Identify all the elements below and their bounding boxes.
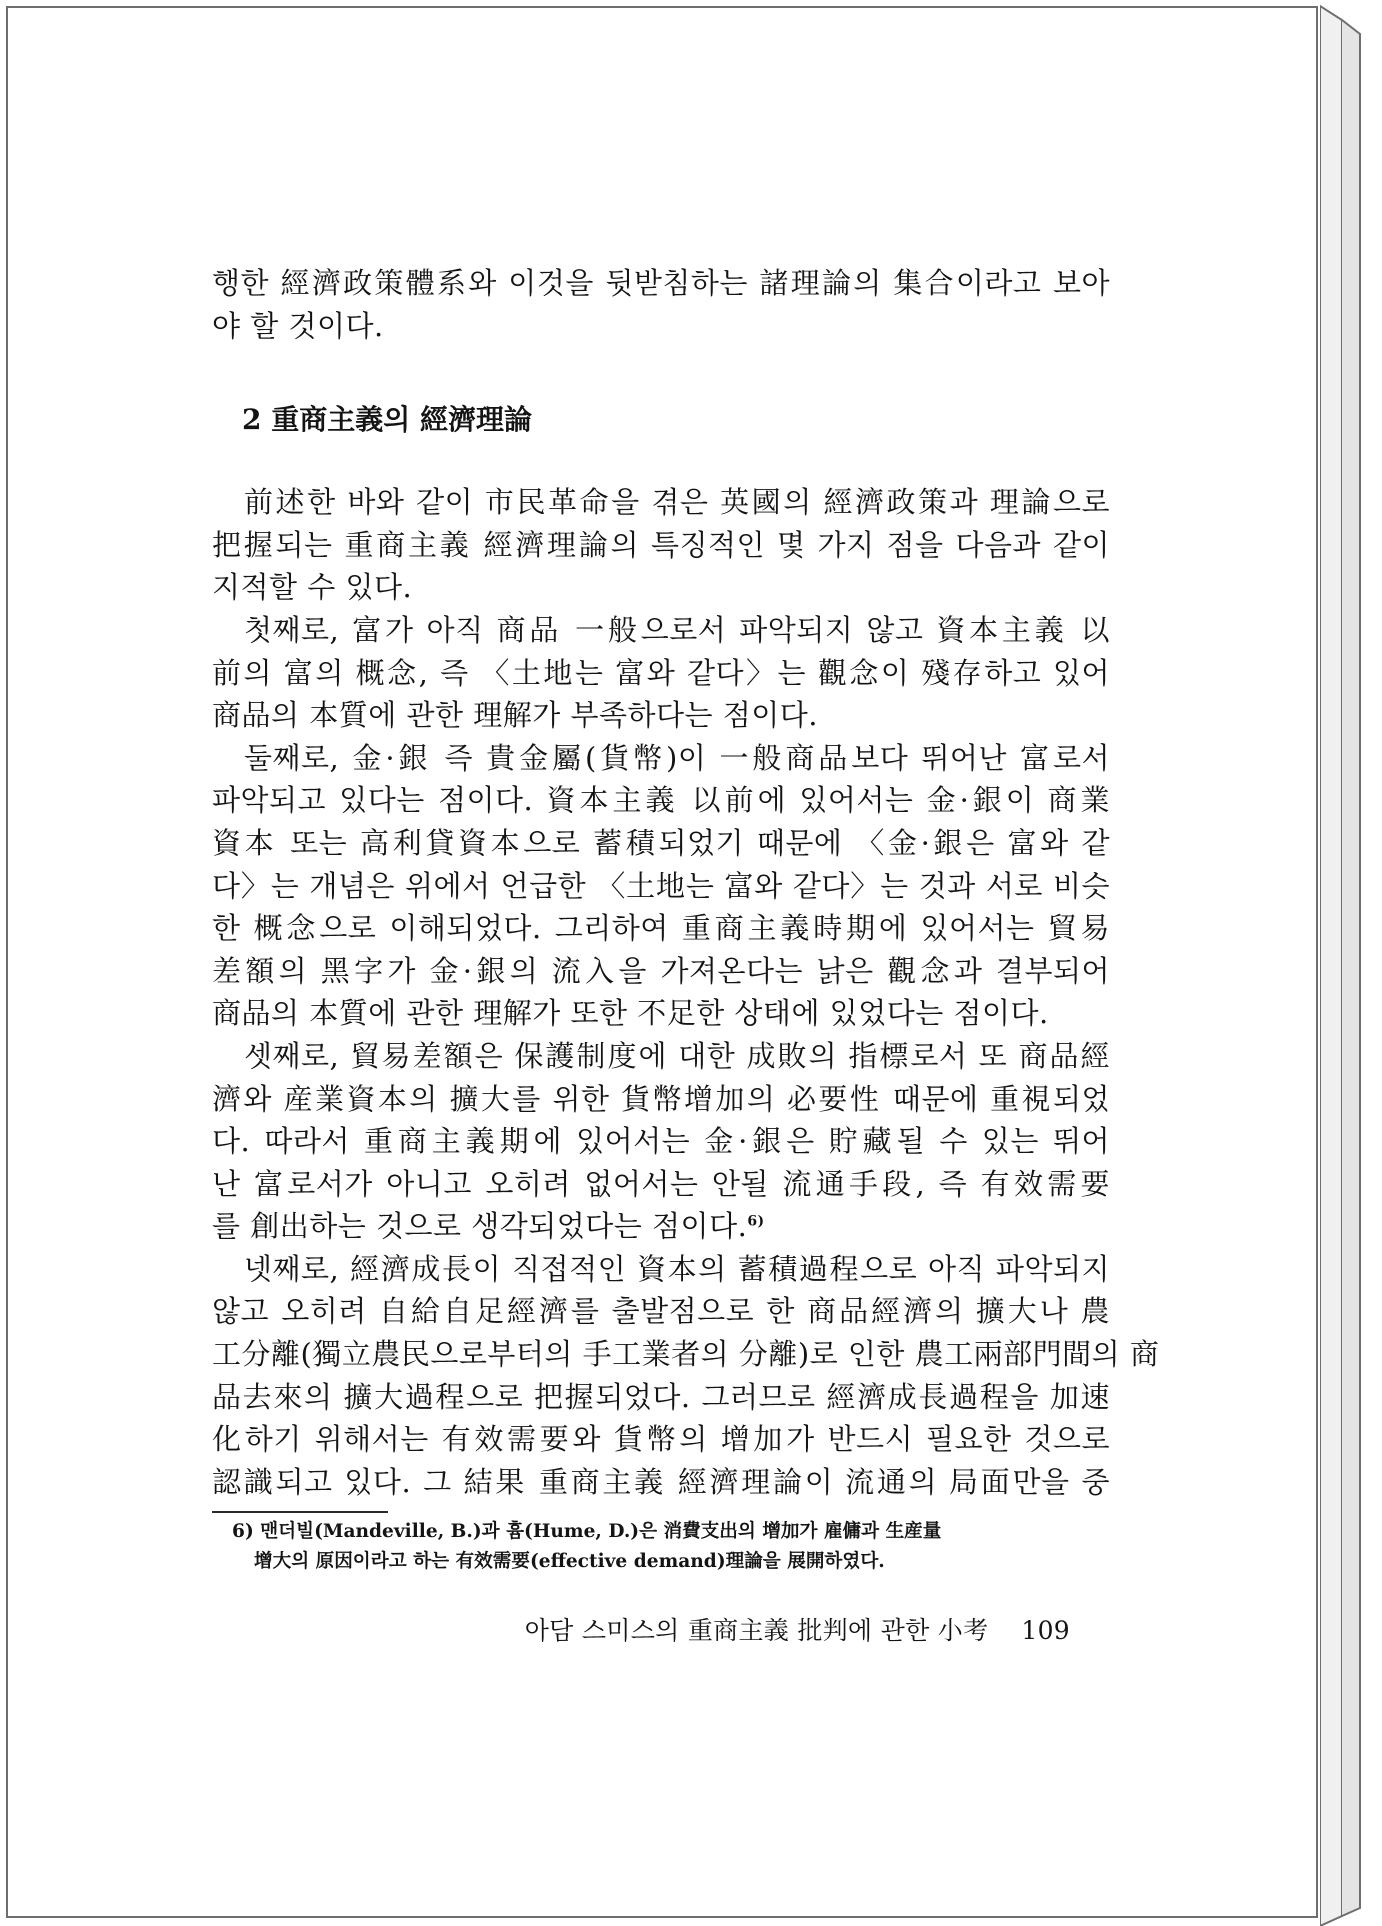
text-line: 파악되고 있다는 점이다. 資本主義 以前에 있어서는 金·銀이 商業 [212,783,1110,818]
running-footer-title: 아담 스미스의 重商主義 批判에 관한 小考 [524,1616,989,1646]
section-title: 重商主義의 經濟理論 [271,403,533,437]
text-line: 지적할 수 있다. [212,570,413,605]
page-content [212,262,1160,1651]
paragraph-second [212,737,1110,1035]
text-line: 商品의 本質에 관한 理解가 부족하다는 점이다. [212,698,818,733]
text-line: 認識되고 있다. 그 結果 重商主義 經濟理論이 流通의 局面만을 중 [212,1464,1110,1499]
text-line: 않고 오히려 自給自足經濟를 출발점으로 한 商品經濟의 擴大나 農 [212,1294,1110,1329]
text-line: 化하기 위해서는 有效需要와 貨幣의 增加가 반드시 필요한 것으로 [212,1422,1110,1457]
text-line: 한 概念으로 이해되었다. 그리하여 重商主義時期에 있어서는 貿易 [212,911,1110,946]
text-line: 差額의 黑字가 金·銀의 流入을 가져온다는 낡은 觀念과 결부되어 [212,953,1110,988]
text-line: 資本 또는 高利貸資本으로 蓄積되었기 때문에 〈金·銀은 富와 같 [212,825,1110,860]
footnote-reference: 6) [747,1213,765,1230]
footnote-line: 6) 맨더빌(Mandeville, B.)과 흄(Hume, D.)은 消費支出의 增加가 雇傭과 生産量 [232,1521,942,1543]
text-line: 工分離(獨立農民으로부터의 手工業者의 分離)로 인한 農工兩部門間의 商 [212,1337,1160,1372]
text-line: 셋째로, 貿易差額은 保護制度에 대한 成敗의 指標로서 또 商品經 [244,1038,1110,1073]
footnote-line: 增大의 原因이라고 하는 有效需要(effective demand)理論을 展開하였다. [254,1551,885,1573]
running-footer [212,1611,1110,1651]
text-line: 前의 富의 概念, 즉 〈土地는 富와 같다〉는 觀念이 殘存하고 있어 [212,655,1110,690]
text-line: 야 할 것이다. [212,308,384,343]
page-curl-edge [1320,0,1368,1926]
text-line: 행한 經濟政策體系와 이것을 뒷받침하는 諸理論의 集合이라고 보아 [212,266,1110,300]
text-line: 다〉는 개념은 위에서 언급한 〈土地는 富와 같다〉는 것과 서로 비슷 [212,868,1110,903]
text-line: 난 富로서가 아니고 오히려 없어서는 안될 流通手段, 즉 有效需要 [212,1166,1110,1201]
paragraph-intro [212,481,1110,609]
text-line: 品去來의 擴大過程으로 把握되었다. 그러므로 經濟成長過程을 加速 [212,1379,1110,1414]
text-line-body: 를 創出하는 것으로 생각되었다는 점이다. [212,1209,748,1244]
text-line: 把握되는 重商主義 經濟理論의 특징적인 몇 가지 점을 다음과 같이 [212,527,1110,562]
text-line: 첫째로, 富가 아직 商品 一般으로서 파악되지 않고 資本主義 以 [244,612,1110,647]
text-line: 商品의 本質에 관한 理解가 또한 不足한 상태에 있었다는 점이다. [212,996,1049,1031]
section-heading [212,399,1110,441]
continued-paragraph [212,262,1110,347]
paragraph-third [212,1035,1110,1248]
text-line: 넷째로, 經濟成長이 직접적인 資本의 蓄積過程으로 아직 파악되지 [244,1251,1110,1286]
footnote-divider [212,1511,388,1513]
text-line: 濟와 産業資本의 擴大를 위한 貨幣增加의 必要性 때문에 重視되었 [212,1081,1110,1116]
footnote [212,1517,1110,1577]
page-number: 109 [1021,1616,1070,1646]
text-line: 前述한 바와 같이 市民革命을 겪은 英國의 經濟政策과 理論으로 [244,485,1110,520]
section-number: 2 [242,403,262,437]
text-line [212,1205,1110,1248]
text-line: 다. 따라서 重商主義期에 있어서는 金·銀은 貯藏될 수 있는 뛰어 [212,1124,1110,1159]
text-line: 둘째로, 金·銀 즉 貴金屬(貨幣)이 一般商品보다 뛰어난 富로서 [244,740,1110,775]
paragraph-fourth [212,1248,1160,1504]
paragraph-first [212,609,1110,737]
